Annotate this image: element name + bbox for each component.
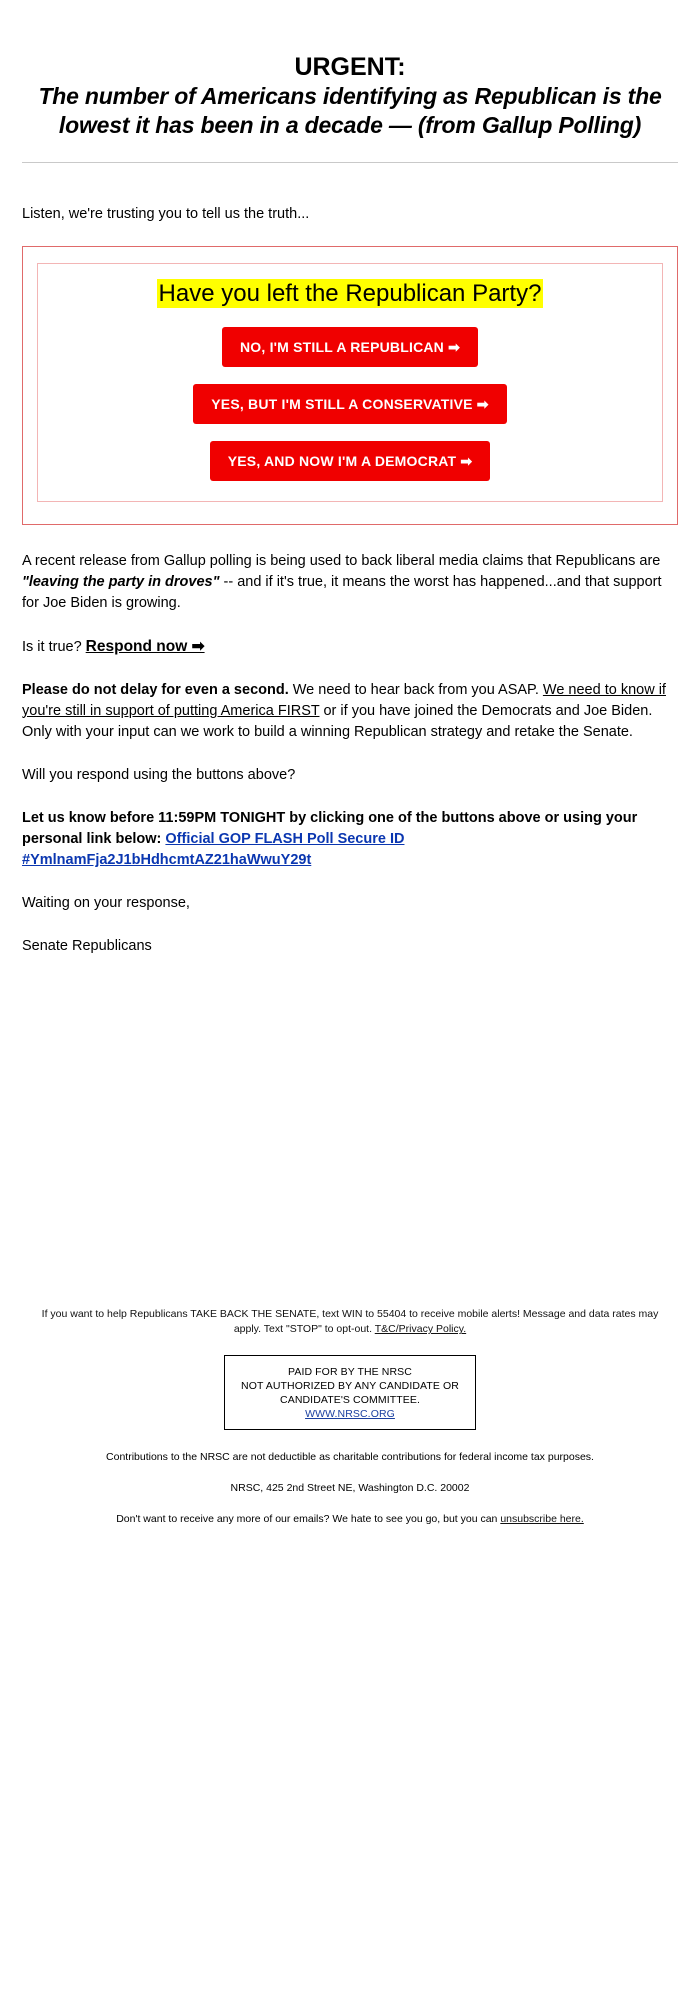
- unsubscribe-link[interactable]: unsubscribe here.: [500, 1513, 584, 1526]
- respond-label: Is it true?: [22, 638, 86, 655]
- spacer: [0, 971, 700, 1271]
- personal-poll-link[interactable]: Official GOP FLASH Poll Secure ID #YmlnamFja2J1bHdhcmtAZ21haWwuY29t: [22, 830, 405, 868]
- poll-option-row-1: [48, 327, 652, 367]
- body-paragraph-5: [22, 808, 678, 871]
- footer-optin-text: [40, 1307, 660, 1337]
- poll-button-now-democrat[interactable]: YES, AND NOW I'M A DEMOCRAT ➡: [210, 441, 491, 481]
- terms-privacy-link[interactable]: T&C/Privacy Policy.: [374, 1323, 467, 1336]
- disclaimer-line-3: CANDIDATE'S COMMITTEE.: [280, 1394, 420, 1407]
- p3-underlined: We need to know if you're still in support of putting America FIRST: [22, 681, 666, 719]
- nrsc-website-link[interactable]: WWW.NRSC.ORG: [305, 1408, 395, 1421]
- respond-now-link[interactable]: Respond now ➡: [85, 637, 205, 655]
- p3-part-a: We need to hear back from you ASAP.: [288, 681, 543, 698]
- body-paragraph-4: Will you respond using the buttons above?: [22, 766, 296, 783]
- poll-option-row-3: [48, 441, 652, 481]
- poll-question: Have you left the Republican Party?: [158, 279, 542, 307]
- unsubscribe-text: Don't want to receive any more of our emails? We hate to see you go, but you can: [116, 1513, 501, 1526]
- headline-urgent: URGENT:: [294, 53, 406, 82]
- p5-bold-lead: Let us know before 11:59PM TONIGHT by clicking one of the buttons above or using your personal link below:: [22, 809, 638, 847]
- disclaimer-line-2: NOT AUTHORIZED BY ANY CANDIDATE OR: [241, 1380, 459, 1393]
- disclaimer-line-1: PAID FOR BY THE NRSC: [288, 1366, 412, 1379]
- footer-note-address: NRSC, 425 2nd Street NE, Washington D.C. 20002: [230, 1482, 470, 1495]
- body-paragraph-3: [22, 680, 678, 743]
- p3-part-b: or if you have joined the Democrats and Joe Biden. Only with your input can we work to build a winning Republican strategy and retake the Senate.: [22, 702, 653, 740]
- body-paragraph-1: [22, 551, 678, 614]
- body-paragraph-6: Waiting on your response,: [22, 894, 190, 911]
- paid-for-disclaimer: [224, 1355, 476, 1430]
- signature: Senate Republicans: [22, 937, 152, 954]
- footer: [0, 1307, 700, 1527]
- poll-box: [22, 246, 678, 525]
- poll-button-still-conservative[interactable]: YES, BUT I'M STILL A CONSERVATIVE ➡: [193, 384, 506, 424]
- poll-button-still-republican[interactable]: NO, I'M STILL A REPUBLICAN ➡: [222, 327, 478, 367]
- poll-option-row-2: [48, 384, 652, 424]
- headline-rest: The number of Americans identifying as Republican is the lowest it has been in a decade — (from Gallup Polling): [38, 83, 662, 139]
- p1-quote: "leaving the party in droves": [22, 573, 220, 590]
- page-title: [0, 15, 700, 140]
- header-divider: [22, 162, 678, 163]
- footer-note-tax: Contributions to the NRSC are not deductible as charitable contributions for federal income tax purposes.: [106, 1451, 594, 1464]
- optin-text: If you want to help Republicans TAKE BACK THE SENATE, text WIN to 55404 to receive mobile alerts! Message and data rates may apply. Text "STOP" to opt-out.: [41, 1308, 659, 1336]
- email-page: [0, 15, 700, 1527]
- p1-part-b: -- and if it's true, it means the worst has happened...and that support for Joe Biden is growing.: [22, 573, 662, 611]
- p3-bold-lead: Please do not delay for even a second.: [22, 681, 289, 698]
- footer-note-unsubscribe: [40, 1512, 660, 1527]
- intro-text: Listen, we're trusting you to tell us the truth...: [22, 205, 310, 222]
- p1-part-a: A recent release from Gallup polling is being used to back liberal media claims that Republicans are: [22, 552, 661, 569]
- poll-box-inner: [37, 263, 663, 502]
- body-paragraph-2: [22, 636, 678, 658]
- poll-question-wrap: [48, 278, 652, 310]
